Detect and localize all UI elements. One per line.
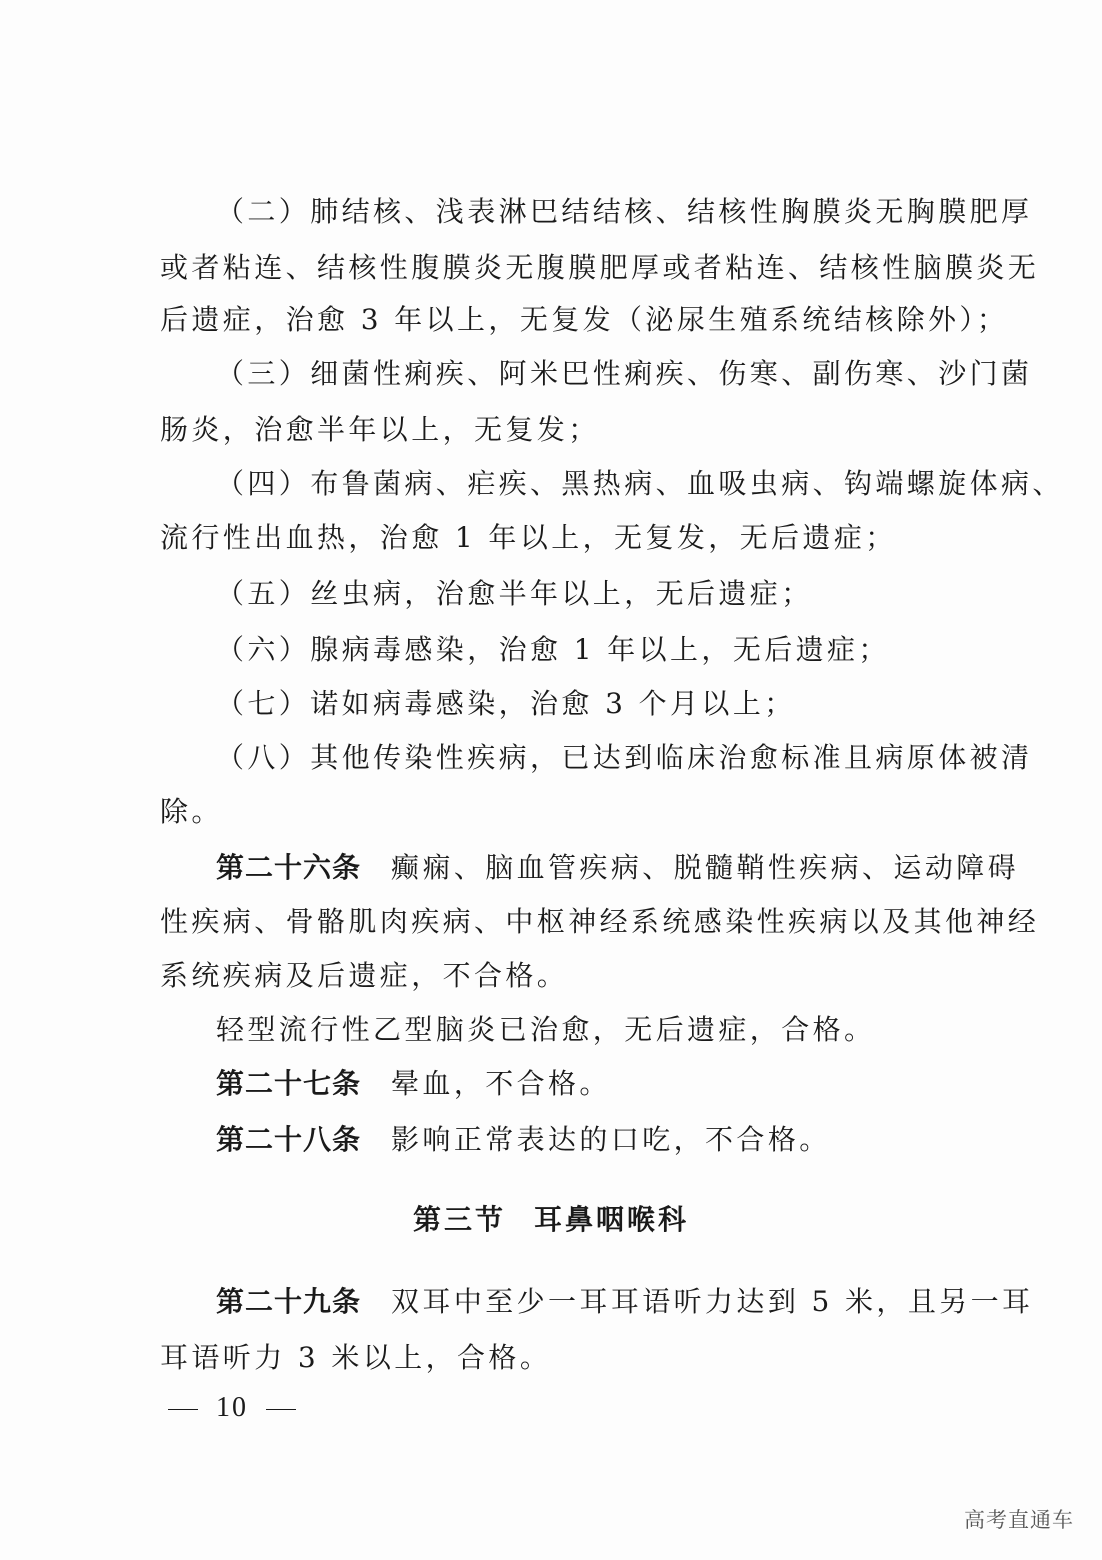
- article-29-line-2: 耳语听力 3 米以上，合格。: [160, 1341, 552, 1374]
- page-number-dash-left: [168, 1409, 198, 1410]
- item-4-line-2: 流行性出血热，治愈 1 年以上，无复发，无后遗症；: [160, 521, 897, 554]
- page-number-value: 10: [216, 1392, 248, 1423]
- article-29-text: 双耳中至少一耳耳语听力达到 5 米，且另一耳: [391, 1285, 1034, 1318]
- section-title: 耳鼻咽喉科: [534, 1203, 690, 1236]
- item-6-line-1: （六）腺病毒感染，治愈 1 年以上，无后遗症；: [216, 633, 890, 666]
- article-29-number: 第二十九条: [216, 1285, 362, 1318]
- item-8-line-2: 除。: [160, 795, 223, 828]
- item-2-line-3: 后遗症，治愈 3 年以上，无复发（泌尿生殖系统结核除外）；: [160, 303, 1009, 336]
- article-26-text: 癫痫、脑血管疾病、脱髓鞘性疾病、运动障碍: [391, 851, 1020, 884]
- article-26-line-1: [216, 850, 1036, 886]
- section-label: 第三节: [412, 1203, 506, 1236]
- article-27-text: 晕血，不合格。: [391, 1067, 611, 1100]
- section-heading: [0, 1202, 1102, 1238]
- item-2-line-2: 或者粘连、结核性腹膜炎无腹膜肥厚或者粘连、结核性脑膜炎无: [160, 251, 1040, 284]
- item-2-line-1: （二）肺结核、浅表淋巴结结核、结核性胸膜炎无胸膜肥厚: [216, 195, 1033, 228]
- article-26-line-3: 系统疾病及后遗症，不合格。: [160, 959, 569, 992]
- article-27-line-1: [216, 1066, 1036, 1102]
- article-27-number: 第二十七条: [216, 1067, 362, 1100]
- watermark: 高考直通车: [964, 1508, 1074, 1532]
- page-number: [168, 1390, 296, 1426]
- article-26-extra: 轻型流行性乙型脑炎已治愈，无后遗症，合格。: [216, 1013, 876, 1046]
- item-3-line-2: 肠炎，治愈半年以上，无复发；: [160, 413, 600, 446]
- item-5-line-1: （五）丝虫病，治愈半年以上，无后遗症；: [216, 577, 813, 610]
- item-3-line-1: （三）细菌性痢疾、阿米巴性痢疾、伤寒、副伤寒、沙门菌: [216, 357, 1033, 390]
- article-29-line-1: [216, 1284, 1036, 1320]
- article-28-text: 影响正常表达的口吃，不合格。: [391, 1123, 831, 1156]
- article-28-line-1: [216, 1122, 1036, 1158]
- article-26-line-2: 性疾病、骨骼肌肉疾病、中枢神经系统感染性疾病以及其他神经: [160, 905, 1040, 938]
- item-4-line-1: （四）布鲁菌病、疟疾、黑热病、血吸虫病、钩端螺旋体病、: [216, 467, 1064, 500]
- article-28-number: 第二十八条: [216, 1123, 362, 1156]
- item-8-line-1: （八）其他传染性疾病，已达到临床治愈标准且病原体被清: [216, 741, 1033, 774]
- article-26-number: 第二十六条: [216, 851, 362, 884]
- item-7-line-1: （七）诺如病毒感染，治愈 3 个月以上；: [216, 687, 796, 720]
- page-number-dash-right: [266, 1409, 296, 1410]
